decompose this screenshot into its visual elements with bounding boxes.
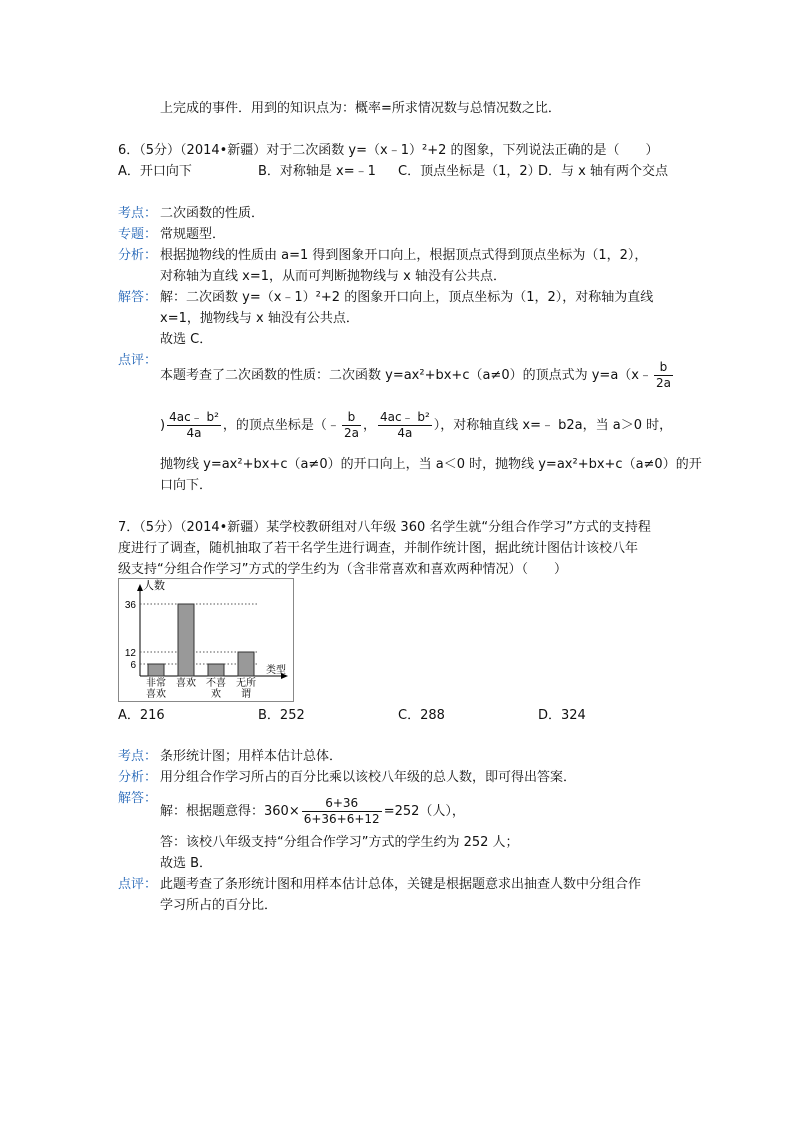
q7-fenxi-text: 用分组合作学习所占的百分比乘以该校八年级的总人数，即可得出答案． [160,770,577,785]
x-tick-label-3-1: 不喜 [206,678,226,689]
q7-jieda-line2: 答：该校八年级支持“分组合作学习”方式的学生约为 252 人； [160,835,519,850]
q6-dianping-line1: 本题考查了二次函数的性质：二次函数 y=ax²+bx+c（a≠0）的顶点式为 y=a（x﹣ $\frac{b}{2a}$ [160,360,671,390]
q6-kaodian-text: 二次函数的性质． [160,206,265,221]
q6-stem: 6．（5分）（2014•新疆）对于二次函数 y=（x﹣1）²+2 的图象，下列说法正确的是（ ） [118,143,659,158]
q7-stem-line2: 度进行了调查，随机抽取了若干名学生进行调查，并制作统计图，据此统计图估计该校八年 [118,541,639,556]
x-tick-label-4-1: 无所 [236,678,256,689]
q7-stem-line1: 7．（5分）（2014•新疆）某学校教研组对八年级 360 名学生就“分组合作学习”方式的支持程 [118,520,651,535]
q6-option-c: C．顶点坐标是（1，2） [398,164,541,179]
bar-1 [148,664,164,676]
x-tick-label-4-2: 谓 [241,689,251,700]
q6-fenxi-label: 分析： [118,248,158,263]
bar-2 [178,604,194,676]
q7-option-a: A．216 [118,708,165,723]
q6-jieda-line1: 解：二次函数 y=（x﹣1）²+2 的图象开口向上，顶点坐标为（1，2），对称轴为直线 [160,290,654,305]
q7-option-c: C．288 [398,708,445,723]
q7-jieda-line1: 解：根据题意得：360× $\frac{6+36}{6+36+6+12}$ =252（人）， [160,796,465,826]
x-axis-label: 类型 [266,665,286,676]
q6-kaodian-label: 考点： [118,206,158,221]
x-tick-label-2-1: 喜欢 [176,678,196,689]
q7-dianping-line2: 学习所占的百分比． [160,898,278,913]
q6-jieda-label: 解答： [118,290,158,305]
x-tick-label-1-1: 非常 [146,678,166,689]
q7-fenxi-label: 分析： [118,770,158,785]
y-tick-label-12: 12 [124,648,136,659]
q6-option-b: B．对称轴是 x=﹣1 [258,164,376,179]
q6-jieda-line3: 故选 C． [160,332,213,347]
q7-option-b: B．252 [258,708,305,723]
q7-jieda-label: 解答： [118,791,158,806]
q7-kaodian-label: 考点： [118,749,158,764]
y-tick-label-6: 6 [130,660,136,671]
q6-dianping-line3: 抛物线 y=ax²+bx+c（a≠0）的开口向上，当 a＜0 时，抛物线 y=ax²+bx+c（a≠0）的开 [160,457,702,472]
q6-fenxi-line1: 根据抛物线的性质由 a=1 得到图象开口向上，根据顶点式得到顶点坐标为（1，2）， [160,248,648,263]
y-tick-label-36: 36 [124,600,136,611]
bar-chart [118,578,294,702]
q6-dianping-line2: ) $\frac{\text{4ac﹣ b²}}{4a}$ ，的顶点坐标是（﹣ $\frac{b}{2a}$ ， $\frac{\text{4ac﹣ b²}}{4a}$ ），对称轴直线 x=﹣ b2a，当 a＞0 时， [160,410,673,440]
q6-dianping-label: 点评： [118,353,158,368]
q6-dianping-line4: 口向下． [160,478,213,493]
q6-fenxi-line2: 对称轴为直线 x=1，从而可判断抛物线与 x 轴没有公共点． [160,269,506,284]
q6-zhuanti-label: 专题： [118,227,158,242]
bar-4 [238,652,254,676]
q7-kaodian-text: 条形统计图；用样本估计总体． [160,749,343,764]
q7-dianping-line1: 此题考查了条形统计图和用样本估计总体，关键是根据题意求出抽查人数中分组合作 [160,877,642,892]
x-tick-label-1-2: 喜欢 [146,689,166,700]
q7-dianping-label: 点评： [118,877,158,892]
q7-stem-line3: 级支持“分组合作学习”方式的学生约为（含非常喜欢和喜欢两种情况）（ ） [118,562,567,577]
q6-option-a: A．开口向下 [118,164,192,179]
bar-3 [208,664,224,676]
q7-option-d: D．324 [538,708,586,723]
q6-zhuanti-text: 常规题型． [160,227,226,242]
x-tick-label-3-2: 欢 [211,689,221,700]
y-axis-label: 人数 [143,580,165,592]
q7-jieda-line3: 故选 B． [160,856,213,871]
previous-question-tail: 上完成的事件．用到的知识点为：概率=所求情况数与总情况数之比． [160,101,561,116]
q6-option-d: D．与 x 轴有两个交点 [538,164,668,179]
q6-jieda-line2: x=1，抛物线与 x 轴没有公共点． [160,311,359,326]
